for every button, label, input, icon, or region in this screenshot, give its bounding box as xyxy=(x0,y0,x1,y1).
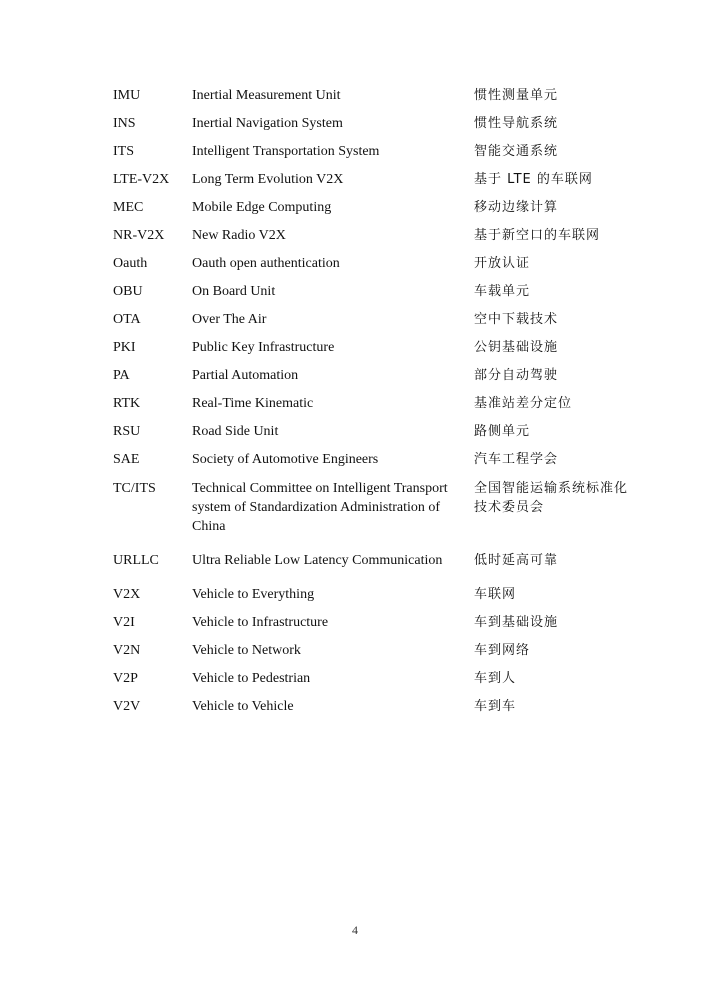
english-term: Inertial Measurement Unit xyxy=(192,88,341,103)
chinese-term: 惯性导航系统 xyxy=(474,116,559,131)
chinese-term: 路侧单元 xyxy=(474,424,531,439)
glossary-row-oauth xyxy=(113,254,633,273)
english-term: Real-Time Kinematic xyxy=(192,396,314,411)
chinese-term: 基于 LTE 的车联网 xyxy=(474,172,593,187)
english-term: Vehicle to Network xyxy=(192,643,301,658)
glossary-row-v2n xyxy=(113,641,633,660)
page-number: 4 xyxy=(352,923,358,937)
chinese-term: 开放认证 xyxy=(474,256,531,271)
chinese-term: 车载单元 xyxy=(474,284,531,299)
abbreviation: NR-V2X xyxy=(113,228,165,243)
english-term: Vehicle to Vehicle xyxy=(192,699,294,714)
chinese-term: 部分自动驾驶 xyxy=(474,368,559,383)
english-term: Over The Air xyxy=(192,312,267,327)
english-term: Intelligent Transportation System xyxy=(192,144,380,159)
english-term: Road Side Unit xyxy=(192,424,279,439)
english-term: Society of Automotive Engineers xyxy=(192,452,379,467)
glossary-row-its xyxy=(113,142,633,161)
english-term: Mobile Edge Computing xyxy=(192,200,332,215)
glossary-row-imu xyxy=(113,86,633,105)
abbreviation: ITS xyxy=(113,144,134,159)
glossary-row-rtk xyxy=(113,394,633,413)
chinese-term: 低时延高可靠 xyxy=(474,553,559,568)
abbreviation: RSU xyxy=(113,424,141,439)
english-term: Long Term Evolution V2X xyxy=(192,172,344,187)
abbreviation: PA xyxy=(113,368,130,383)
glossary-row-mec xyxy=(113,198,633,217)
abbreviation: V2X xyxy=(113,587,141,602)
chinese-term: 基于新空口的车联网 xyxy=(474,228,601,243)
glossary-row-v2i xyxy=(113,613,633,632)
glossary-row-urllc xyxy=(113,551,633,570)
abbreviation: RTK xyxy=(113,396,141,411)
abbreviation: SAE xyxy=(113,452,140,467)
chinese-term: 车到基础设施 xyxy=(474,615,559,630)
chinese-term: 车到网络 xyxy=(474,643,531,658)
english-term: Oauth open authentication xyxy=(192,256,340,271)
chinese-term: 基准站差分定位 xyxy=(474,396,573,411)
glossary-row-nr-v2x xyxy=(113,226,633,245)
english-term: Vehicle to Pedestrian xyxy=(192,671,311,686)
english-term: Public Key Infrastructure xyxy=(192,340,335,355)
english-term: Technical Committee on Intelligent Transport system of Standardization Administration of China xyxy=(192,481,448,534)
abbreviation: TC/ITS xyxy=(113,481,156,496)
chinese-term: 车到车 xyxy=(474,699,517,714)
abbreviation: INS xyxy=(113,116,136,131)
english-term: Inertial Navigation System xyxy=(192,116,343,131)
chinese-term: 车联网 xyxy=(474,587,517,602)
glossary-row-v2p xyxy=(113,669,633,688)
abbreviation: IMU xyxy=(113,88,141,103)
english-term: Partial Automation xyxy=(192,368,299,383)
abbreviation: OBU xyxy=(113,284,143,299)
chinese-term: 空中下载技术 xyxy=(474,312,559,327)
abbreviation: LTE-V2X xyxy=(113,172,170,187)
english-term: New Radio V2X xyxy=(192,228,286,243)
abbreviation: URLLC xyxy=(113,553,159,568)
english-term: Vehicle to Infrastructure xyxy=(192,615,329,630)
chinese-term: 惯性测量单元 xyxy=(474,88,559,103)
glossary-row-sae xyxy=(113,450,633,469)
abbreviation: PKI xyxy=(113,340,136,355)
english-term: Ultra Reliable Low Latency Communication xyxy=(192,553,443,568)
chinese-term: 全国智能运输系统标准化技术委员会 xyxy=(474,481,629,515)
chinese-term: 移动边缘计算 xyxy=(474,200,559,215)
glossary-row-tc-its xyxy=(113,479,633,536)
chinese-term: 智能交通系统 xyxy=(474,144,559,159)
english-term: On Board Unit xyxy=(192,284,276,299)
abbreviation: V2I xyxy=(113,615,135,630)
abbreviation: MEC xyxy=(113,200,144,215)
english-term: Vehicle to Everything xyxy=(192,587,315,602)
abbreviation: OTA xyxy=(113,312,141,327)
glossary-table xyxy=(113,86,633,725)
glossary-row-rsu xyxy=(113,422,633,441)
glossary-row-obu xyxy=(113,282,633,301)
abbreviation: Oauth xyxy=(113,256,148,271)
glossary-row-pki xyxy=(113,338,633,357)
glossary-row-ota xyxy=(113,310,633,329)
glossary-row-pa xyxy=(113,366,633,385)
chinese-term: 公钥基础设施 xyxy=(474,340,559,355)
abbreviation: V2P xyxy=(113,671,138,686)
glossary-row-ins xyxy=(113,114,633,133)
glossary-row-v2x xyxy=(113,585,633,604)
glossary-row-v2v xyxy=(113,697,633,716)
abbreviation: V2N xyxy=(113,643,141,658)
chinese-term: 车到人 xyxy=(474,671,517,686)
glossary-row-lte-v2x xyxy=(113,170,633,189)
abbreviation: V2V xyxy=(113,699,141,714)
chinese-term: 汽车工程学会 xyxy=(474,452,559,467)
